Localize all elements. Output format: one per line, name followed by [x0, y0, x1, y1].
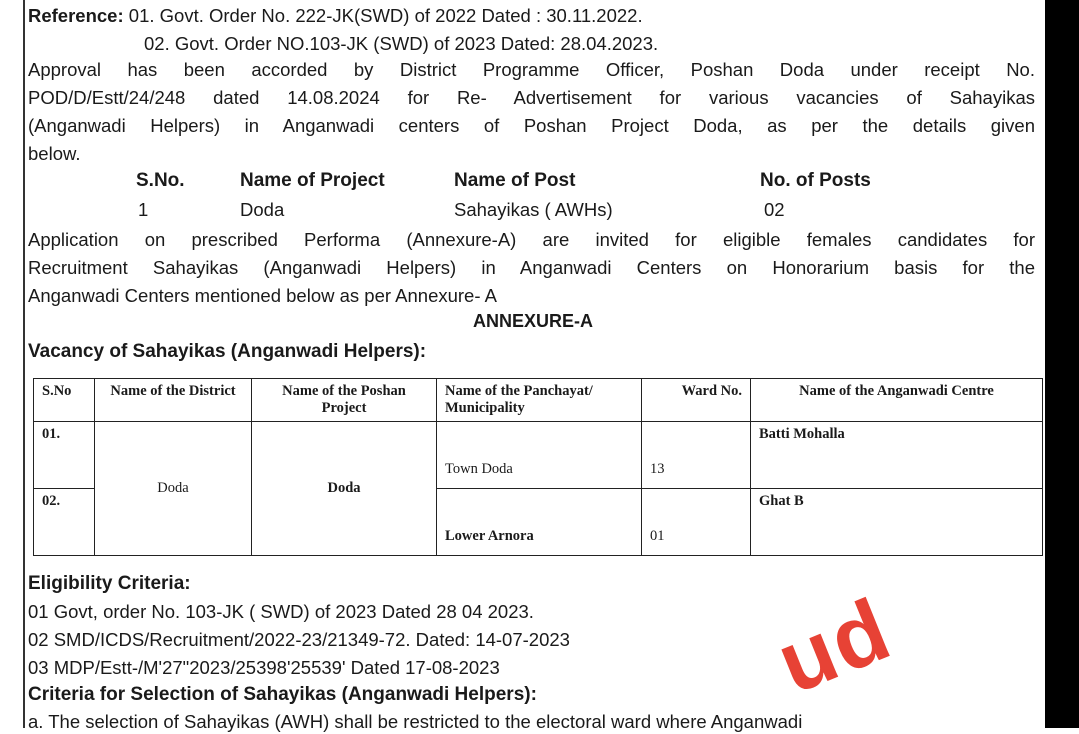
- row-district: Doda: [95, 422, 252, 556]
- annexure-title: ANNEXURE-A: [472, 311, 593, 331]
- row1-sno: 01.: [34, 422, 95, 489]
- vacancy-header-row: [34, 379, 1043, 422]
- col-centre: Name of the Anganwadi Centre: [751, 379, 1043, 422]
- vacancy-heading: Vacancy of Sahayikas (Anganwadi Helpers):: [28, 341, 427, 362]
- posts-header-sno: S.No.: [136, 170, 185, 191]
- approval-line-1: Approval has been accorded by District Programme Officer, Poshan Doda under receipt No.: [28, 59, 1035, 80]
- col-project: Name of the Poshan Project: [252, 379, 437, 422]
- posts-header-count: No. of Posts: [760, 170, 871, 191]
- row2-sno: 02.: [34, 489, 95, 556]
- posts-header-project: Name of Project: [240, 170, 385, 191]
- col-ward: Ward No.: [642, 379, 751, 422]
- eligibility-item-1: 01 Govt, order No. 103-JK ( SWD) of 2023 Dated 28 04 2023.: [28, 601, 534, 622]
- row2-centre: Ghat B: [751, 489, 1043, 556]
- row2-panchayat: Lower Arnora: [437, 489, 642, 556]
- eligibility-item-3: 03 MDP/Estt-/M'27"2023/25398'25539' Dated 17-08-2023: [28, 657, 500, 678]
- posts-row-post: Sahayikas ( AWHs): [454, 199, 613, 220]
- application-line-3: Anganwadi Centers mentioned below as per Annexure- A: [28, 285, 497, 306]
- left-margin-rule: [23, 0, 25, 728]
- eligibility-heading: Eligibility Criteria:: [28, 573, 191, 594]
- row1-ward: 13: [642, 422, 751, 489]
- posts-row-project: Doda: [240, 199, 285, 220]
- reference-line-1: [28, 4, 643, 28]
- row1-panchayat: Town Doda: [437, 422, 642, 489]
- approval-line-3: (Anganwadi Helpers) in Anganwadi centers of Poshan Project Doda, as per the details given: [28, 115, 1035, 136]
- selection-heading: Criteria for Selection of Sahayikas (Anganwadi Helpers):: [28, 684, 537, 705]
- right-edge-bar: [1045, 0, 1079, 728]
- reference-label: Reference:: [28, 5, 124, 26]
- document-page: [28, 0, 1040, 732]
- eligibility-item-2: 02 SMD/ICDS/Recruitment/2022-23/21349-72. Dated: 14-07-2023: [28, 629, 570, 650]
- approval-line-2: POD/D/Estt/24/248 dated 14.08.2024 for Re- Advertisement for various vacancies of Sahayikas: [28, 87, 1035, 108]
- posts-header-post: Name of Post: [454, 170, 576, 191]
- reference-item-2: 02. Govt. Order NO.103-JK (SWD) of 2023 Dated: 28.04.2023.: [144, 33, 659, 54]
- reference-item-1: 01. Govt. Order No. 222-JK(SWD) of 2022 Dated : 30.11.2022.: [128, 5, 643, 26]
- row1-centre: Batti Mohalla: [751, 422, 1043, 489]
- row2-ward: 01: [642, 489, 751, 556]
- posts-row-sno: 1: [138, 199, 149, 220]
- row-project: Doda: [252, 422, 437, 556]
- vacancy-table: [33, 378, 1043, 556]
- application-line-1: Application on prescribed Performa (Annexure-A) are invited for eligible females candidates for: [28, 229, 1035, 250]
- red-stamp-mark: ud: [763, 578, 905, 713]
- approval-line-4: below.: [28, 143, 81, 164]
- col-sno: S.No: [34, 379, 95, 422]
- table-row: [34, 422, 1043, 489]
- posts-row-count: 02: [764, 199, 785, 220]
- selection-item-a: a. The selection of Sahayikas (AWH) shall be restricted to the electoral ward where Anganwadi: [28, 711, 803, 732]
- col-panchayat: Name of the Panchayat/ Municipality: [437, 379, 642, 422]
- col-district: Name of the District: [95, 379, 252, 422]
- application-line-2: Recruitment Sahayikas (Anganwadi Helpers) in Anganwadi Centers on Honorarium basis for the: [28, 257, 1035, 278]
